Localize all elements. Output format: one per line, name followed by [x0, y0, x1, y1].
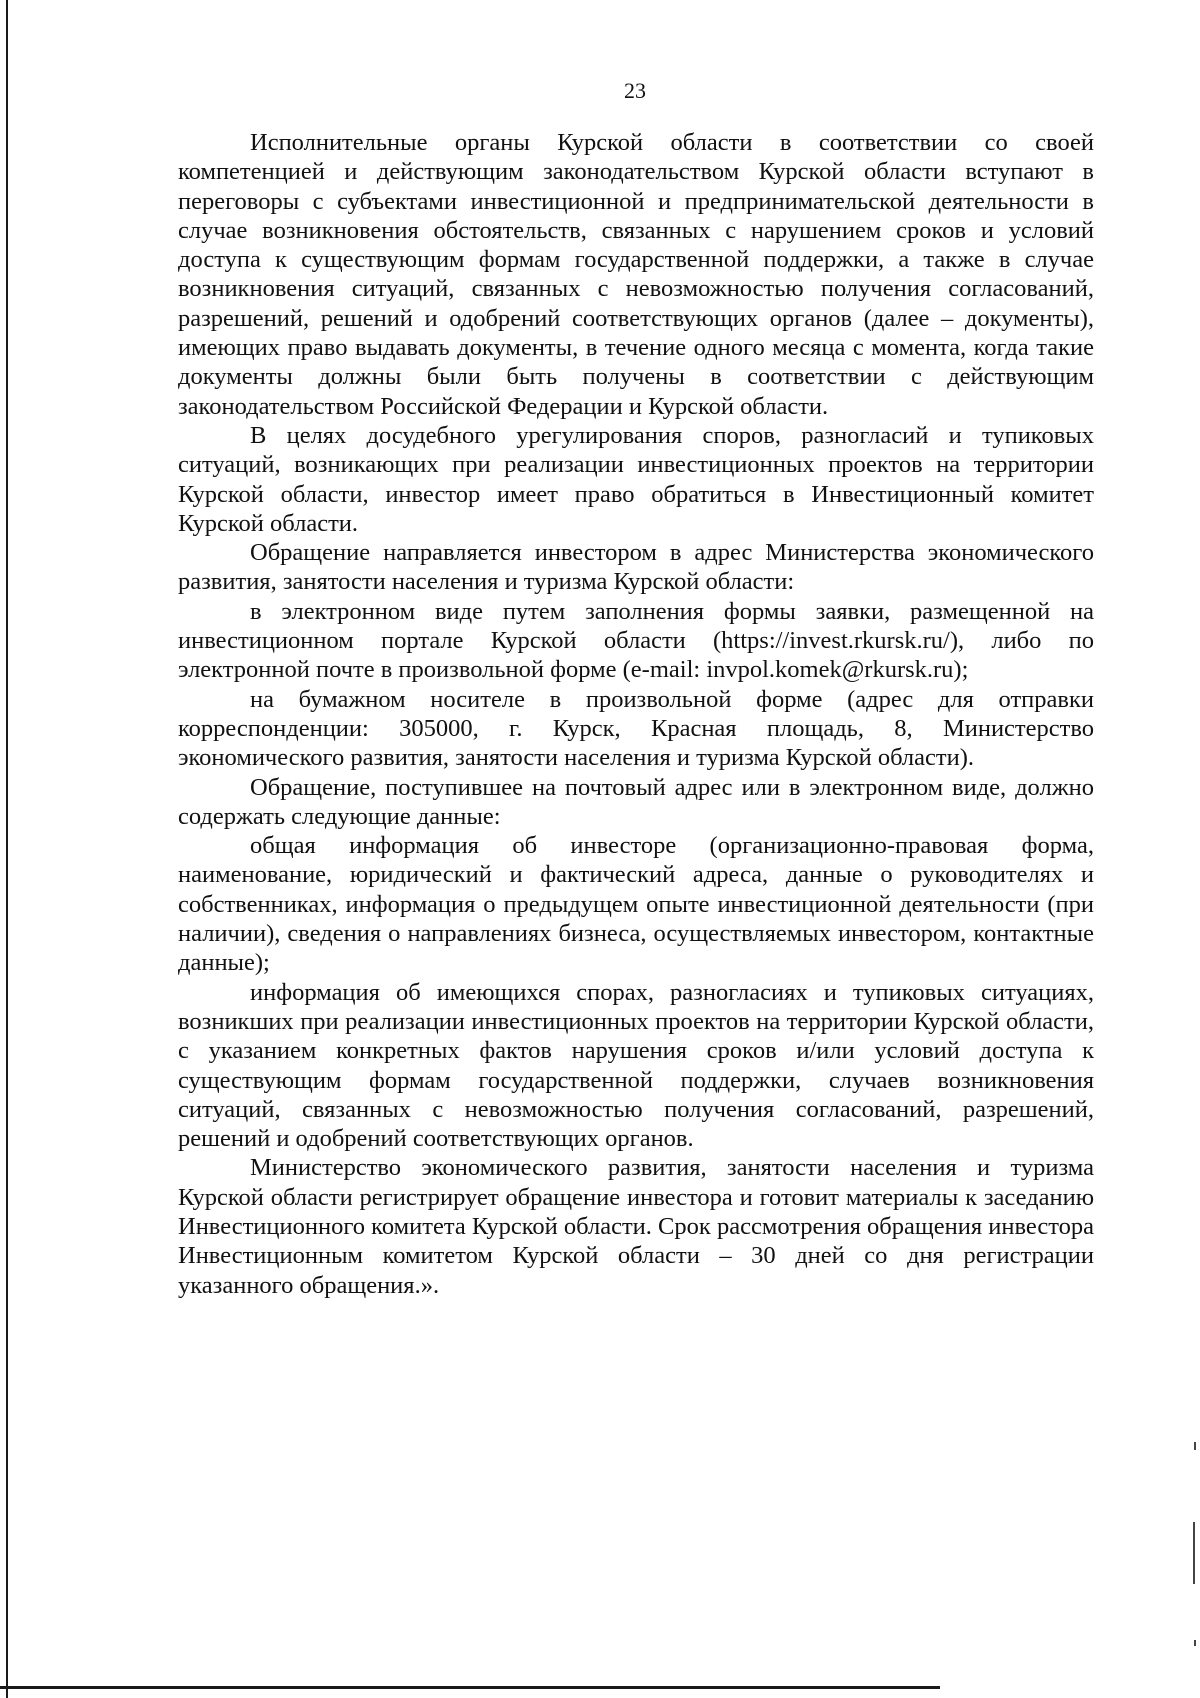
paragraph: общая информация об инвесторе (организационно-правовая форма, наименование, юридический и фактический адреса, данные о руководителях и собственниках, информация о предыдущем опыте инвестиционной деятельности (при наличии), сведения о направлениях бизнеса, осуществляемых инвестором, контактные данные); — [178, 832, 1094, 977]
scan-left-edge — [6, 0, 8, 1698]
page-number: 23 — [624, 78, 646, 103]
scan-bottom-edge — [0, 1686, 940, 1689]
paragraph: Министерство экономического развития, занятости населения и туризма Курской области регистрирует обращение инвестора и готовит материалы к заседанию Инвестиционного комитета Курской области. Срок рассмотрения обращения инвестора Инвестиционным комитетом Курской области – 30 дней со дня регистрации указанного обращения.». — [178, 1154, 1094, 1299]
scan-mark — [1193, 1522, 1195, 1584]
scan-mark — [1194, 1640, 1196, 1646]
paragraph: Обращение направляется инвестором в адрес Министерства экономического развития, занятости населения и туризма Курской области: — [178, 539, 1094, 596]
paragraph: на бумажном носителе в произвольной форме (адрес для отправки корреспонденции: 305000, г. Курск, Красная площадь, 8, Министерство экономического развития, занятости населения и туризма Курской области). — [178, 685, 1094, 772]
paragraph: В целях досудебного урегулирования споров, разногласий и тупиковых ситуаций, возникающих при реализации инвестиционных проектов на территории Курской области, инвестор имеет право обратиться в Инвестиционный комитет Курской области. — [178, 421, 1094, 537]
paragraph: Исполнительные органы Курской области в соответствии со своей компетенцией и действующим законодательством Курской области вступают в переговоры с субъектами инвестиционной и предпринимательской деятельности в случае возникновения обстоятельств, связанных с нарушением сроков и условий доступа к существующим формам государственной поддержки, а также в случае возникновения ситуаций, связанных с невозможностью получения согласований, разрешений, решений и одобрений соответствующих органов (далее – документы), имеющих право выдавать документы, в течение одного месяца с момента, когда такие документы должны были быть получены в соответствии с действующим законодательством Российской Федерации и Курской области. — [178, 129, 1094, 420]
paragraph: информация об имеющихся спорах, разногласиях и тупиковых ситуациях, возникших при реализации инвестиционных проектов на территории Курской области, с указанием конкретных фактов нарушения сроков и/или условий доступа к существующим формам государственной поддержки, случаев возникновения ситуаций, связанных с невозможностью получения согласований, разрешений, решений и одобрений соответствующих органов. — [178, 978, 1094, 1153]
scan-mark — [1194, 1442, 1196, 1450]
document-body — [178, 128, 1094, 1300]
paragraph: Обращение, поступившее на почтовый адрес или в электронном виде, должно содержать следующие данные: — [178, 773, 1094, 830]
paragraph: в электронном виде путем заполнения формы заявки, размещенной на инвестиционном портале Курской области (https://invest.rkursk.ru/), либо по электронной почте в произвольной форме (e-mail: invpol.komek@rkursk.ru); — [178, 597, 1094, 684]
